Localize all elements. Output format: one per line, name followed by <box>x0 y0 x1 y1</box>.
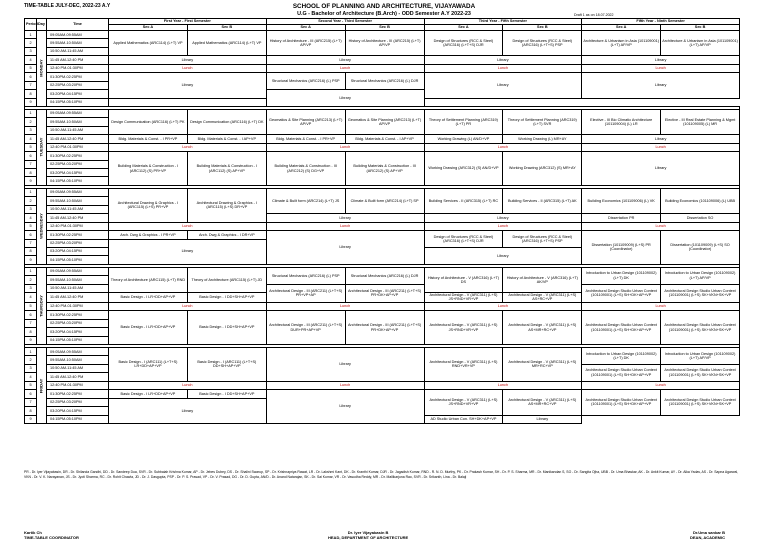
semester-header: First Year - First Semester <box>109 19 267 25</box>
library-cell: Library <box>266 390 424 424</box>
class-cell: History of Architecture - V (ARC316) (L+T) AK/VP <box>503 267 582 292</box>
time-slot: 03:20PM-04:15PM <box>47 169 109 177</box>
class-cell: Working Drawing (ARC312) (S) MR+AY <box>503 152 582 186</box>
period-number: 5 <box>25 143 37 151</box>
time-header: Time <box>47 19 109 31</box>
class-cell: Architectural Design - V (ARC311) (L+S) JS+RND+VR+VP <box>424 293 503 303</box>
time-slot: 04:15PM-05:10PM <box>47 98 109 106</box>
lunch-cell: Lunch <box>266 64 424 72</box>
time-slot: 02:25PM-03:20PM <box>47 319 109 327</box>
table-row <box>25 135 740 143</box>
class-cell: Design of Structures (RCC & Steel) (ARC316) (L+T+S) DJR <box>424 231 503 248</box>
class-cell: Theory of Architecture (ARC115) (L+T) JD <box>187 267 266 292</box>
class-cell: Architecture & Urbanism in Asia (101109001) (L+T) AP/VP <box>661 31 740 56</box>
table-row <box>25 109 740 117</box>
table-row <box>25 267 740 275</box>
period-number: 6 <box>25 231 37 239</box>
class-cell: History of Architecture - III (ARC215) (L+T) AP/VP <box>266 31 345 56</box>
class-cell: Architectural Design - V (ARC311) (L+S) JS+RND+VR+VP <box>424 390 503 415</box>
time-slot: 11:45 AM-12:40 PM <box>47 373 109 381</box>
library-cell: Library <box>582 56 740 64</box>
period-number: 3 <box>25 47 37 55</box>
time-slot: 10:50 AM-11:45 AM <box>47 284 109 292</box>
signature-name: Kartik Ch <box>24 530 42 535</box>
class-cell: Architectural Drawing & Graphics - I (ARC115) (L+S) DR+VP <box>187 188 266 222</box>
lunch-cell: Lunch <box>582 64 740 72</box>
library-cell: Library <box>266 231 424 265</box>
class-cell: Architectural Design - V (ARC311) (L+S) JS+RND+VR+VP <box>424 311 503 345</box>
lunch-cell: Lunch <box>582 143 740 151</box>
class-cell: Geomatics & Site Planning (ARC213) (L+T) AP/VP <box>345 109 424 134</box>
period-number: 2 <box>25 356 37 364</box>
semester-header: Second Year - Third Semester <box>266 19 424 25</box>
day-label: FRIDAY <box>38 378 44 393</box>
class-cell: Dissertation (101109009) (L+S) PR (Coordinator) <box>582 231 661 265</box>
period-number: 6 <box>25 390 37 398</box>
timetable-label: TIME-TABLE JULY-DEC, 2022-23 A.Y <box>24 3 111 9</box>
class-cell: Structural Mechanics (ARC216) (L) DJR <box>345 73 424 90</box>
period-number: 4 <box>25 293 37 303</box>
class-cell: Climate & Built form (ARC214) (L+T) JS <box>266 188 345 213</box>
library-cell: Library <box>503 415 582 423</box>
period-number: 1 <box>25 188 37 196</box>
time-slot: 04:15PM-05:10PM <box>47 256 109 264</box>
class-cell: Architectural Design Studio Urban Context (101109001) (L+S) SK+VKN+SK+VP <box>661 284 740 302</box>
time-slot: 04:15PM-05:10PM <box>47 415 109 423</box>
faculty-legend: PR - Dr. Iyer Vijayabasin, DR - Dr. Shilanda Gandhi, DD - Dr. Sandeep Dua, SVR - Dr. Subbaiah Krishna Kumar, AP - Dr. Jebes Dubey, DS - Dr. Shalini Swarup, SP - Dr. Krishnapriya Rawat, LR - Dr. Lakshmi Kant, DK - Dr. Kranthi Kumar, DJR - Dr. Jagadish Kumar, RND - R. N. D. Murthy, PK - Dr. Prakash Kumar, SH - Dr. P. S. Sharma, MR - Dr. Manikandan S, SO - Dr. Sangita Ojha, UBB - Dr. Uma Bhaskar, AK - Dr. Ankit Kumar, AY - Dr. Alka Yadav, AS - Dr. Sapna Agarwal, VKN - Dr. V. K. Narayanan, JS - Dr. Jyoti Sharma, RC - Dr. Rohit Chawla, JD - Dr. J. Dasgupta, PSP - Dr. P. S. Prasad, VP - Dr. V. Prasad, DG - Dr. D. Gupta, AN/D - Dr. Anand Natarajan, SK - Dr. Sai Kumar, VR - Dr. Vasudha Reddy, MR - Dr. Mallikarjuna Rao, SVR - Dr. Srikanth, Lina - Dr. Balaji <box>24 470 739 480</box>
lunch-cell: Lunch <box>582 222 740 230</box>
table-row <box>25 31 740 39</box>
table-row <box>25 152 740 160</box>
lunch-cell: Lunch <box>582 302 740 310</box>
class-cell: Building Materials & Construction - III (ARC212) (S) DG+VP <box>266 152 345 186</box>
table-row <box>25 222 740 230</box>
time-slot: 03:20PM-04:15PM <box>47 247 109 255</box>
class-cell: Basic Design - I DD+SH+AP+VP <box>187 390 266 398</box>
class-cell: Introduction to Urban Design (101109002) (L+T) DK <box>582 267 661 284</box>
period-number: 9 <box>25 98 37 106</box>
lunch-cell: Lunch <box>424 381 582 389</box>
lunch-cell: Lunch <box>109 302 267 310</box>
timetable-grid <box>24 18 740 424</box>
class-cell: Architectural Design Studio Urban Context (101109001) (L+S) SH+DK+AP+VP <box>582 284 661 302</box>
time-slot: 09:55AM-10:50AM <box>47 356 109 364</box>
class-cell: Arch. Dwg & Graphics - I DR+VP <box>187 231 266 239</box>
time-slot: 03:20PM-04:15PM <box>47 407 109 415</box>
timetable-body <box>25 31 740 424</box>
class-cell: Architectural Design - V (ARC311) (L+S) AS+MR+RC+VP <box>503 390 582 415</box>
class-cell: Design of Structures (RCC & Steel) (ARC316) (L+T+S) DJR <box>424 31 503 56</box>
class-cell: Theory of Settlement Planning (ARC319) (L+T) SVR <box>503 109 582 134</box>
class-cell: Architectural Design - V (ARC311) (L+S) AS+RC+VP <box>503 293 582 303</box>
class-cell: Arch. Dwg & Graphics - I PR+VP <box>109 231 188 239</box>
day-label-cell <box>37 109 47 185</box>
period-number: 5 <box>25 64 37 72</box>
day-label-cell <box>37 188 47 264</box>
class-cell: Bldg. Materials & Const. - I PR+VP <box>266 135 345 143</box>
class-cell: Theory of Architecture (ARC115) (L+T) RND <box>109 267 188 292</box>
signature-name: Dr. Iyer Vijayabasin B <box>347 530 389 535</box>
signature-coordinator <box>24 530 79 540</box>
lunch-cell: Lunch <box>424 64 582 72</box>
time-slot: 11:45 AM-12:40 PM <box>47 56 109 64</box>
class-cell: Design of Structures (RCC & Steel) (ARC316) (L+T+S) PSP <box>503 231 582 248</box>
period-number: 3 <box>25 205 37 213</box>
time-slot: 03:20PM-04:15PM <box>47 328 109 336</box>
class-cell: Basic Design - I LR+DD+AP+VP <box>109 293 188 303</box>
library-cell: Library <box>582 135 740 143</box>
semester-header: Fifth Year - Ninth Semester <box>582 19 740 25</box>
time-slot: 11:45 AM-12:40 PM <box>47 293 109 303</box>
period-number: 9 <box>25 177 37 185</box>
time-slot: 09:05AM-09:55AM <box>47 31 109 39</box>
lunch-cell: Lunch <box>266 381 424 389</box>
period-number: 8 <box>25 169 37 177</box>
time-slot: 01:30PM-02:25PM <box>47 390 109 398</box>
period-header: Period <box>25 19 37 31</box>
class-cell: Architectural Design Studio Urban Context (101109001) (L+S) SH+DK+AP+VP <box>582 311 661 345</box>
table-row <box>25 390 740 398</box>
class-cell: Architectural Design - III (ARC211) (L+T+S) PR+DK+AP+VP <box>345 311 424 345</box>
class-cell: Elective - III Bio Climatic Architecture (101109004) (L) LR <box>582 109 661 134</box>
class-cell: Dissertation SO <box>661 214 740 222</box>
time-slot: 10:50 AM-11:45 AM <box>47 47 109 55</box>
library-cell: Library <box>266 348 424 382</box>
period-number: 5 <box>25 381 37 389</box>
library-cell: Library <box>109 398 267 423</box>
section-header: Sec A <box>109 25 188 31</box>
class-cell: Structural Mechanics (ARC216) (L) PSP <box>266 73 345 90</box>
table-row <box>25 231 740 239</box>
class-cell: Architectural Design - V (ARC311) (L+S) MR+RC+VP <box>503 348 582 382</box>
class-cell: Basic Design - I LR+DD+AP+VP <box>109 311 188 345</box>
class-cell: Architectural Design - III (ARC211) (L+T+S) PR+VP+AP <box>266 284 345 302</box>
time-slot: 12:40 PM-01:30PM <box>47 64 109 72</box>
period-number: 3 <box>25 364 37 372</box>
class-cell: Design Communication (ARC116) (L+T) DK <box>187 109 266 134</box>
table-row <box>25 64 740 72</box>
lunch-cell: Lunch <box>109 222 267 230</box>
day-label-cell <box>37 31 47 107</box>
time-slot: 09:55AM-10:50AM <box>47 39 109 47</box>
table-row <box>25 302 740 310</box>
time-slot: 12:40 PM-01:30PM <box>47 381 109 389</box>
time-slot: 09:55AM-10:50AM <box>47 197 109 205</box>
section-header: Sec B <box>661 25 740 31</box>
day-label: TUESDAY <box>38 138 44 157</box>
library-cell: Library <box>109 239 267 264</box>
period-number: 9 <box>25 415 37 423</box>
lunch-cell: Lunch <box>109 64 267 72</box>
time-slot: 01:30PM-02:25PM <box>47 152 109 160</box>
time-slot: 02:25PM-03:20PM <box>47 160 109 168</box>
time-slot: 01:30PM-02:25PM <box>47 231 109 239</box>
period-number: 9 <box>25 256 37 264</box>
lunch-cell: Lunch <box>109 381 267 389</box>
period-number: 8 <box>25 247 37 255</box>
table-row <box>25 381 740 389</box>
time-slot: 12:40 PM-01:30PM <box>47 143 109 151</box>
signature-dean <box>690 530 725 540</box>
signature-name: Dr.Uma sankar B <box>692 530 725 535</box>
class-cell: Bldg. Materials & Const. - I PR+VP <box>109 135 188 143</box>
day-label-cell <box>37 348 47 424</box>
class-cell: Elective - III Real Estate Planning & Mgmt (101109005) (L) MR <box>661 109 740 134</box>
class-cell: Bldg. Materials & Const. - I AP+VP <box>187 135 266 143</box>
table-row <box>25 143 740 151</box>
class-cell: Basic Design - I DD+SH+AP+VP <box>187 293 266 303</box>
time-slot: 01:30PM-02:25PM <box>47 311 109 319</box>
library-cell: Library <box>424 247 582 264</box>
class-cell: Geomatics & Site Planning (ARC213) (L+T) AP/VP <box>266 109 345 134</box>
time-slot: 03:20PM-04:15PM <box>47 90 109 98</box>
time-slot: 01:30PM-02:25PM <box>47 73 109 81</box>
class-cell: Basic Design - I (ARC111) (L+T+S) DD+SH+AP+VP <box>187 348 266 382</box>
table-row <box>25 348 740 356</box>
time-slot: 02:25PM-03:20PM <box>47 239 109 247</box>
time-slot: 10:50 AM-11:45 AM <box>47 364 109 372</box>
day-label: MONDAY <box>38 59 44 78</box>
period-number: 1 <box>25 348 37 356</box>
period-number: 4 <box>25 214 37 222</box>
section-header: Sec A <box>424 25 503 31</box>
day-header: Day <box>37 19 47 31</box>
signature-title: TIME-TABLE COORDINATOR <box>24 535 79 541</box>
department-subtitle: U.G - Bachelor of Architecture (B.Arch) - ODD Semester A.Y 2022-23 <box>297 11 471 17</box>
class-cell: Working Drawing (L) AN/D+VP <box>424 135 503 143</box>
time-slot: 12:40 PM-01:30PM <box>47 222 109 230</box>
class-cell: Architectural Design - III (ARC211) (L+T+S) DUR+PR+AP+VP <box>266 311 345 345</box>
library-cell: Library <box>424 214 582 222</box>
class-cell: Building Materials & Construction - I (ARC112) (S) PR+VP <box>109 152 188 186</box>
lunch-cell: Lunch <box>424 302 582 310</box>
time-slot: 09:05AM-09:55AM <box>47 109 109 117</box>
day-label: WEDNESDAY <box>38 213 44 240</box>
class-cell: Dissertation PR <box>582 214 661 222</box>
period-number: 4 <box>25 373 37 381</box>
lunch-cell: Lunch <box>109 143 267 151</box>
period-number: 7 <box>25 81 37 89</box>
lunch-cell: Lunch <box>266 302 424 310</box>
period-number: 9 <box>25 336 37 344</box>
class-cell: Building Economics (101109006) (L) UBB <box>661 188 740 213</box>
signature-head <box>328 530 408 540</box>
period-number: 6 <box>25 73 37 81</box>
class-cell: Bldg. Materials & Const. - I AP+VP <box>345 135 424 143</box>
class-cell: AD Studio Urban Con. SH+DK+AP+VP <box>424 415 503 423</box>
library-cell: Library <box>424 56 582 64</box>
class-cell: Climate & Built form (ARC214) (L+T) SP <box>345 188 424 213</box>
library-cell: Library <box>266 214 424 222</box>
class-cell: Building Materials & Construction - I (ARC112) (S) AP+VP <box>187 152 266 186</box>
library-cell: Library <box>109 56 267 64</box>
class-cell: Dissertation (101109009) (L+S) SO (Coordinator) <box>661 231 740 265</box>
header <box>0 0 768 20</box>
class-cell: Architectural Design Studio Urban Context (101109001) (L+S) SK+VKN+SK+VP <box>661 390 740 415</box>
signature-title: DEAN, ACADEMIC <box>690 535 725 541</box>
class-cell: Architectural Design - III (ARC211) (L+T+S) PR+DK+AP+VP <box>345 284 424 302</box>
signature-title: HEAD, DEPARTMENT OF ARCHITECTURE <box>328 535 409 541</box>
table-row <box>25 73 740 81</box>
library-cell: Library <box>266 56 424 64</box>
period-number: 1 <box>25 31 37 39</box>
class-cell: Basic Design - I (ARC111) (L+T+S) LR+DD+AP+VP <box>109 348 188 382</box>
period-number: 2 <box>25 118 37 126</box>
time-slot: 12:40 PM-01:30PM <box>47 302 109 310</box>
class-cell: Architecture & Urbanism in Asia (101109001) (L+T) AP/VP <box>582 31 661 56</box>
class-cell: Structural Mechanics (ARC216) (L) DJR <box>345 267 424 284</box>
time-slot: 10:50 AM-11:45 AM <box>47 205 109 213</box>
class-cell: Architectural Design - V (ARC311) (L+S) AS+MR+RC+VP <box>503 311 582 345</box>
section-header: Sec B <box>187 25 266 31</box>
period-number: 2 <box>25 276 37 284</box>
library-cell: Library <box>109 73 267 98</box>
class-cell: Introduction to Urban Design (101109002) (L+T) AP/VP <box>661 348 740 365</box>
time-slot: 02:25PM-03:20PM <box>47 81 109 89</box>
class-cell: Architectural Design Studio Urban Context (101109001) (L+S) SK+VKN+SK+VP <box>661 311 740 345</box>
class-cell: Basic Design - I LR+DD+AP+VP <box>109 390 188 398</box>
semester-header: Third Year - Fifth Semester <box>424 19 582 25</box>
class-cell: Introduction to Urban Design (101109002) (L+T) DK <box>582 348 661 365</box>
class-cell: Applied Mathematics (ARC114) (L+T) VP <box>109 31 188 56</box>
table-row <box>25 188 740 196</box>
class-cell: Building Services - II (ARC315) (L+T) AK <box>503 188 582 213</box>
library-cell: Library <box>266 90 424 107</box>
section-header: Sec A <box>266 25 345 31</box>
period-number: 4 <box>25 56 37 64</box>
library-cell: Library <box>582 152 740 186</box>
lunch-cell: Lunch <box>424 222 582 230</box>
class-cell: Building Materials & Construction - III (ARC212) (S) AP+VP <box>345 152 424 186</box>
period-number: 6 <box>25 152 37 160</box>
time-slot: 10:50 AM-11:45 AM <box>47 126 109 134</box>
time-slot: 04:15PM-05:10PM <box>47 336 109 344</box>
section-header: Sec A <box>582 25 661 31</box>
period-number: 4 <box>25 135 37 143</box>
period-number: 5 <box>25 222 37 230</box>
lunch-cell: Lunch <box>266 143 424 151</box>
period-number: 3 <box>25 126 37 134</box>
time-slot: 09:05AM-09:55AM <box>47 267 109 275</box>
time-slot: 09:05AM-09:55AM <box>47 348 109 356</box>
class-cell: Introduction to Urban Design (101109002) (L+T) AP/VP <box>661 267 740 284</box>
lunch-cell: Lunch <box>582 381 740 389</box>
class-cell: Architectural Design Studio Urban Context (101109001) (L+S) SH+DK+AP+VP <box>582 390 661 415</box>
lunch-cell: Lunch <box>424 143 582 151</box>
class-cell: Working Drawing (L) MR+AY <box>503 135 582 143</box>
class-cell: Structural Mechanics (ARC216) (L) PSP <box>266 267 345 284</box>
school-title: SCHOOL OF PLANNING AND ARCHITECTURE, VIJAYAWADA <box>292 3 476 10</box>
table-row <box>25 311 740 319</box>
class-cell: Architectural Design - V (ARC311) (L+S) RND+VR+VP <box>424 348 503 382</box>
period-number: 5 <box>25 302 37 310</box>
class-cell: Building Economics (101109006) (L) VK <box>582 188 661 213</box>
day-label-cell <box>37 267 47 344</box>
class-cell: Applied Mathematics (ARC114) (L+T) VP <box>187 31 266 56</box>
period-number: 7 <box>25 319 37 327</box>
lunch-cell: Lunch <box>266 222 424 230</box>
time-slot: 04:15PM-05:10PM <box>47 177 109 185</box>
time-slot: 11:45 AM-12:40 PM <box>47 135 109 143</box>
period-number: 7 <box>25 239 37 247</box>
section-header: Sec B <box>345 25 424 31</box>
class-cell: Design of Structures (RCC & Steel) (ARC316) (L+T+S) PSP <box>503 31 582 56</box>
period-number: 6 <box>25 311 37 319</box>
class-cell: Design Communication (ARC116) (L+T) PK <box>109 109 188 134</box>
class-cell: Architectural Design Studio Urban Context (101109001) (L+S) SK+VKN+SK+VP <box>661 364 740 381</box>
class-cell: Architectural Drawing & Graphics - I (ARC115) (L+S) PR+VP <box>109 188 188 222</box>
time-slot: 02:25PM-03:20PM <box>47 398 109 406</box>
draft-note: Draft 1 as on 18.07.2022 <box>574 13 614 17</box>
time-slot: 09:55AM-10:50AM <box>47 276 109 284</box>
time-slot: 09:05AM-09:55AM <box>47 188 109 196</box>
class-cell: History of Architecture - V (ARC316) (L+T) DS <box>424 267 503 292</box>
period-number: 1 <box>25 267 37 275</box>
period-number: 8 <box>25 90 37 98</box>
table-row <box>25 56 740 64</box>
library-cell: Library <box>582 73 740 98</box>
day-label: THURSDAY <box>38 294 44 317</box>
period-number: 8 <box>25 328 37 336</box>
library-cell: Library <box>424 73 582 98</box>
time-slot: 09:55AM-10:50AM <box>47 118 109 126</box>
class-cell: Architectural Design Studio Urban Context (101109001) (L+S) SH+DK+AP+VP <box>582 364 661 381</box>
period-number: 1 <box>25 109 37 117</box>
period-number: 2 <box>25 197 37 205</box>
period-number: 7 <box>25 398 37 406</box>
period-number: 8 <box>25 407 37 415</box>
class-cell: Theory of Settlement Planning (ARC319) (L+T) PR <box>424 109 503 134</box>
period-number: 3 <box>25 284 37 292</box>
period-number: 7 <box>25 160 37 168</box>
period-number: 2 <box>25 39 37 47</box>
class-cell: Basic Design - I DD+SH+AP+VP <box>187 311 266 345</box>
class-cell: Working Drawing (ARC312) (S) AN/D+VP <box>424 152 503 186</box>
time-slot: 11:45 AM-12:40 PM <box>47 214 109 222</box>
class-cell: History of Architecture - III (ARC215) (L+T) AP/VP <box>345 31 424 56</box>
class-cell: Building Services - II (ARC315) (L+T) RC <box>424 188 503 213</box>
section-header: Sec B <box>503 25 582 31</box>
